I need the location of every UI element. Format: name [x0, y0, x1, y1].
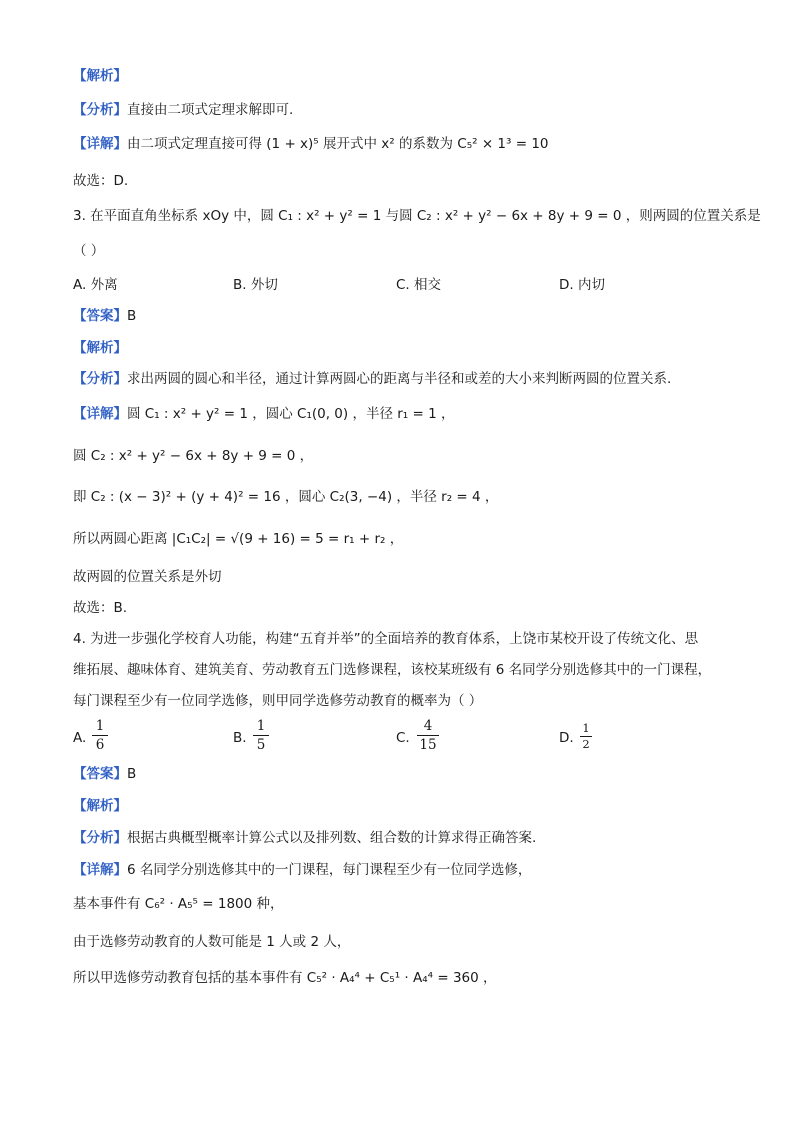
q3-solution-line-3: 即 C₂ : (x − 3)² + (y + 4)² = 16 ，圆心 C₂(3, −4) ，半径 r₂ = 4 ， [73, 489, 499, 505]
q4-option-c-label: C. [396, 730, 410, 746]
q4-option-b-label: B. [233, 730, 247, 746]
q3-fenxi-line [73, 369, 754, 389]
q3-stem: 3. 在平面直角坐标系 xOy 中，圆 C₁ : x² + y² = 1 与圆 C₂ : x² + y² − 6x + 8y + 9 = 0 ，则两圆的位置关系是 [73, 208, 761, 224]
numerator: 1 [256, 718, 266, 734]
denominator: 2 [582, 737, 590, 751]
q4-option-b-fraction [253, 718, 269, 753]
q4-solution-line-2: 基本事件有 C₆² · A₅⁵ = 1800 种， [73, 896, 284, 912]
xiangjie-tag: 【详解】 [73, 862, 127, 878]
numerator: 4 [423, 718, 433, 734]
q2-xiangjie-line [73, 134, 754, 154]
fenxi-tag: 【分析】 [73, 102, 127, 118]
q3-solution-line-5: 故两圆的位置关系是外切 [73, 569, 222, 585]
q2-fenxi-line [73, 100, 754, 120]
fraction-bar [417, 735, 439, 736]
answer-tag: 【答案】 [73, 766, 127, 782]
q4-option-d-fraction [580, 722, 592, 751]
xiangjie-text: 圆 C₁ : x² + y² = 1 ，圆心 C₁(0, 0) ，半径 r₁ = 1 ， [127, 406, 455, 422]
answer-value: B [127, 308, 137, 324]
answer-tag: 【答案】 [73, 308, 127, 324]
xiangjie-text: 6 名同学分别选修其中的一门课程，每门课程至少有一位同学选修， [127, 862, 532, 878]
q4-solution-line-4: 所以甲选修劳动教育包括的基本事件有 C₅² · A₄⁴ + C₅¹ · A₄⁴ = 360 ， [73, 970, 497, 986]
q3-paren: （ ） [73, 243, 105, 259]
q3-option-d: D. 内切 [559, 277, 605, 293]
fraction-bar [253, 735, 269, 736]
q2-jiexi-heading [73, 66, 754, 86]
jiexi-tag: 【解析】 [73, 798, 127, 814]
q2-guxuan: 故选：D. [73, 173, 129, 189]
q4-answer-line [73, 764, 754, 784]
q3-option-a: A. 外离 [73, 277, 118, 293]
q3-jiexi-heading [73, 338, 754, 358]
jiexi-tag: 【解析】 [73, 68, 127, 84]
q3-guxuan: 故选：B. [73, 600, 128, 616]
q4-xiangjie-line [73, 860, 754, 880]
numerator: 1 [582, 721, 590, 735]
q3-answer-line [73, 306, 754, 326]
fenxi-tag: 【分析】 [73, 830, 127, 846]
q3-solution-line-2: 圆 C₂ : x² + y² − 6x + 8y + 9 = 0 ， [73, 448, 314, 464]
fenxi-text: 求出两圆的圆心和半径，通过计算两圆心的距离与半径和或差的大小来判断两圆的位置关系. [127, 371, 672, 387]
q3-option-b: B. 外切 [233, 277, 278, 293]
q4-option-a-fraction [92, 718, 108, 753]
q4-jiexi-heading [73, 796, 754, 816]
numerator: 1 [95, 718, 105, 734]
fraction-bar [92, 735, 108, 736]
q3-xiangjie-line [73, 404, 754, 424]
jiexi-tag: 【解析】 [73, 340, 127, 356]
answer-value: B [127, 766, 137, 782]
denominator: 6 [95, 737, 105, 753]
q4-stem-line-2: 维拓展、趣味体育、建筑美育、劳动教育五门选修课程，该校某班级有 6 名同学分别选修其中的一门课程， [73, 662, 712, 678]
q3-option-c: C. 相交 [396, 277, 442, 293]
fenxi-text: 直接由二项式定理求解即可. [127, 102, 294, 118]
q4-option-d-label: D. [559, 730, 574, 746]
q4-stem-line-3: 每门课程至少有一位同学选修，则甲同学选修劳动教育的概率为（ ） [73, 693, 483, 709]
denominator: 15 [419, 737, 437, 753]
denominator: 5 [256, 737, 266, 753]
xiangjie-tag: 【详解】 [73, 136, 127, 152]
xiangjie-text: 由二项式定理直接可得 (1 + x)⁵ 展开式中 x² 的系数为 C₅² × 1³ = 10 [127, 136, 549, 152]
q4-option-c-fraction [417, 718, 439, 753]
q4-fenxi-line [73, 828, 754, 848]
q4-stem-line-1: 4. 为进一步强化学校育人功能，构建“五育并举”的全面培养的教育体系，上饶市某校开设了传统文化、思 [73, 631, 699, 647]
fenxi-text: 根据古典概型概率计算公式以及排列数、组合数的计算求得正确答案. [127, 830, 537, 846]
fenxi-tag: 【分析】 [73, 371, 127, 387]
q4-option-a-label: A. [73, 730, 87, 746]
xiangjie-tag: 【详解】 [73, 406, 127, 422]
q3-solution-line-4: 所以两圆心距离 |C₁C₂| = √(9 + 16) = 5 = r₁ + r₂ ， [73, 531, 404, 547]
q4-solution-line-3: 由于选修劳动教育的人数可能是 1 人或 2 人， [73, 934, 351, 950]
